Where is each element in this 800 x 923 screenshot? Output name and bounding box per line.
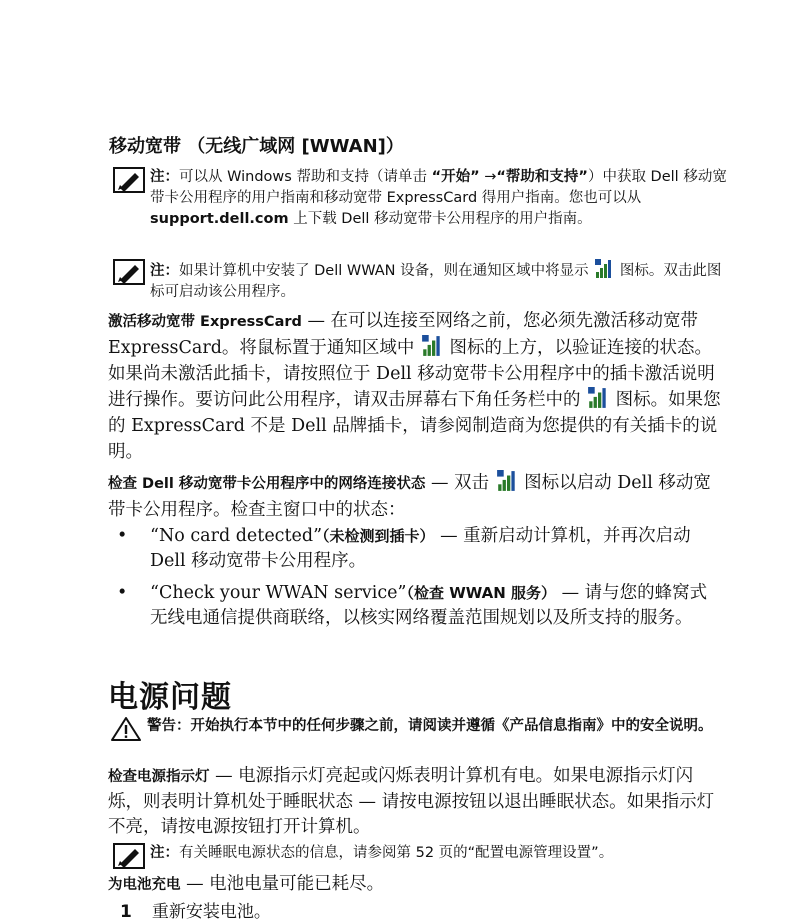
note-text: 图标。双击此图标可启动该公用程序。 (150, 263, 722, 300)
note-help: “帮助和支持” (496, 169, 588, 185)
wwan-tray-icon (588, 387, 608, 409)
paragraph-text: — 电源指示灯亮起或闪烁表明计算机有电。如果电源指示灯闪烁，则表明计算机处于睡眠状态 — 请按电源按钮以退出睡眠状态。如果指示灯不亮，请按电源按钮打开计算机。 (108, 766, 715, 837)
bullet-bold: （未检测到插卡） (322, 527, 435, 545)
bullet-text: — 请与您的蜂窝式无线电通信提供商联络，以核实网络覆盖范围规划以及所支持的服务。 (150, 583, 708, 628)
wwan-tray-icon (595, 259, 613, 279)
paragraph-text: 图标以启动 Dell 移动宽带卡公用程序。检查主窗口中的状态： (108, 473, 711, 520)
note-help-support (113, 167, 728, 230)
paragraph-check-network-status (108, 470, 722, 523)
note-wwan-device (113, 259, 728, 303)
paragraph-text: — 在可以连接至网络之前，您必须先激活移动宽带 ExpressCard。将鼠标置于通知区域中 (108, 311, 699, 358)
list-item (108, 524, 722, 574)
warning-triangle-icon (110, 716, 142, 742)
note-pencil-icon (113, 167, 145, 193)
paragraph-lead: 检查电源指示灯 (108, 769, 210, 785)
paragraph-lead: 检查 Dell 移动宽带卡公用程序中的网络连接状态 (108, 476, 426, 492)
wwan-tray-icon (497, 470, 517, 492)
warning-text: 开始执行本节中的任何步骤之前，请阅读并遵循《产品信息指南》中的安全说明。 (190, 718, 713, 734)
step-item (120, 901, 271, 923)
note-sleep-states (113, 843, 728, 864)
note-text: ）中获取 Dell 移动宽带卡公用程序的用户指南和移动宽带 ExpressCard 得用户指南。您也可以从 (150, 169, 727, 206)
note-label: 注： (150, 169, 179, 185)
bullet-bold: （检查 WWAN 服务） (406, 584, 556, 602)
warning-safety (110, 716, 725, 737)
step-text: 重新安装电池。 (151, 902, 271, 922)
list-item (108, 581, 722, 631)
note-arrow: → (479, 169, 497, 185)
bullet-dot: • (117, 526, 128, 546)
step-number: 1 (120, 902, 132, 922)
paragraph-activate-expresscard (108, 308, 722, 465)
bullet-dot: • (117, 583, 128, 603)
note-label: 注： (150, 845, 179, 861)
paragraph-text: — 双击 (425, 473, 495, 493)
warning-label: 警告： (147, 718, 191, 734)
paragraph-power-indicator (108, 764, 722, 840)
section-heading-wwan: 移动宽带 （无线广域网 [WWAN]） (109, 136, 404, 157)
note-pencil-icon (113, 259, 145, 285)
bullet-text: — 重新启动计算机，并再次启动 Dell 移动宽带卡公用程序。 (150, 526, 691, 571)
note-text: 上下载 Dell 移动宽带卡公用程序的用户指南。 (288, 211, 592, 227)
note-text: 有关睡眠电源状态的信息，请参阅第 52 页的“配置电源管理设置”。 (179, 845, 614, 861)
note-label: 注： (150, 263, 179, 279)
paragraph-text: 图标的上方，以验证连接的状态。如果尚未激活此插卡，请按照位于 Dell 移动宽带卡公用程序中的插卡激活说明进行操作。要访问此公用程序，请双击屏幕右下角任务栏中的 (108, 338, 715, 410)
wwan-tray-icon (422, 335, 442, 357)
note-start: “开始” (431, 169, 480, 185)
section-heading-power: 电源问题 (108, 680, 232, 715)
bullet-quote: “No card detected” (150, 526, 323, 546)
bullet-quote: “Check your WWAN service” (150, 583, 407, 603)
note-pencil-icon (113, 843, 145, 869)
support-link[interactable]: support.dell.com (150, 211, 289, 227)
paragraph-lead: 为电池充电 (108, 877, 181, 893)
paragraph-text: 图标。如果您的 ExpressCard 不是 Dell 品牌插卡，请参阅制造商为您提供的有关插卡的说明。 (108, 390, 721, 462)
status-bullet-list (108, 524, 722, 638)
paragraph-text: — 电池电量可能已耗尽。 (180, 874, 385, 894)
note-text: 如果计算机中安装了 Dell WWAN 设备，则在通知区域中将显示 (179, 263, 594, 279)
paragraph-charge-battery (108, 871, 722, 898)
paragraph-lead: 激活移动宽带 ExpressCard (108, 314, 302, 330)
note-text: 可以从 Windows 帮助和支持（请单击 (179, 169, 432, 185)
